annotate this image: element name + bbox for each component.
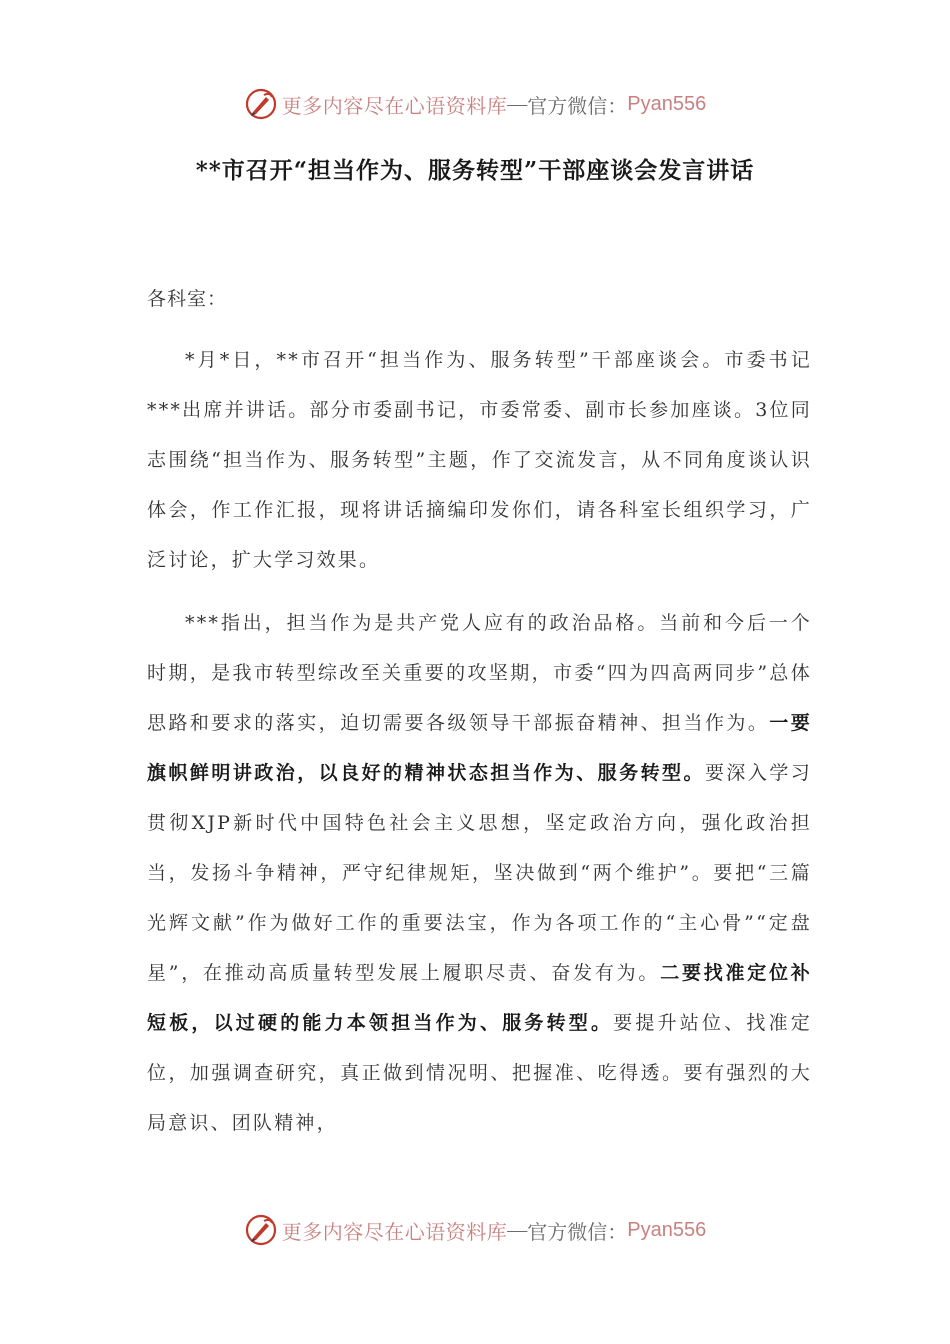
- salutation: 各科室：: [147, 288, 228, 310]
- body-paragraph-2: [147, 598, 812, 1148]
- banner-text: 更多内容尽在心语资料库: [281, 93, 508, 118]
- document-title: **市召开“担当作为、服务转型”干部座谈会发言讲话: [195, 157, 755, 184]
- paragraph-2-text-2: 要深入学习贯彻XJP新时代中国特色社会主义思想，坚定政治方向，强化政治担当，发扬斗争精神，严守纪律规矩，坚决做到“两个维护”。要把“三篇光辉文献”作为做好工作的重要法宝，作为各项工作的“主心骨”“定盘星”，在推动高质量转型发展上履职尽责、奋发有为。: [147, 762, 812, 984]
- paragraph-2-text-3: 要提升站位、找准定位，加强调查研究，真正做到情况明、把握准、吃得透。要有强烈的大局意识、团队精神，: [147, 1012, 812, 1134]
- banner-separator: —: [507, 92, 528, 115]
- banner-wechat-label: 官方微信：: [527, 95, 628, 118]
- banner-text: 更多内容尽在心语资料库: [281, 1219, 508, 1244]
- paragraph-2-bold-point-1: 一要旗帜鲜明讲政治，以良好的精神状态担当作为、服务转型。: [147, 712, 812, 784]
- pen-logo-icon: [244, 87, 278, 121]
- banner-wechat-label: 官方微信：: [527, 1221, 628, 1244]
- body-paragraph-1: *月*日，**市召开“担当作为、服务转型”干部座谈会。市委书记***出席并讲话。部分市委副书记，市委常委、副市长参加座谈。3位同志围绕“担当作为、服务转型”主题，作了交流发言，从不同角度谈认识体会，作工作汇报，现将讲话摘编印发你们，请各科室长组织学习，广泛讨论，扩大学习效果。: [147, 349, 812, 571]
- paragraph-2-text-1: ***指出，担当作为是共产党人应有的政治品格。当前和今后一个时期，是我市转型综改至关重要的攻坚期，市委“四为四高两同步”总体思路和要求的落实，迫切需要各级领导干部振奋精神、担当作为。: [147, 612, 812, 734]
- footer-watermark-banner: [0, 1210, 950, 1250]
- banner-separator: —: [507, 1218, 528, 1241]
- banner-wechat-id: Pyan556: [627, 92, 707, 115]
- header-watermark-banner: [0, 84, 950, 124]
- banner-wechat-id: Pyan556: [627, 1218, 707, 1241]
- pen-logo-icon: [244, 1213, 278, 1247]
- paragraph-2-bold-point-2: 二要找准定位补短板，以过硬的能力本领担当作为、服务转型。: [147, 962, 813, 1034]
